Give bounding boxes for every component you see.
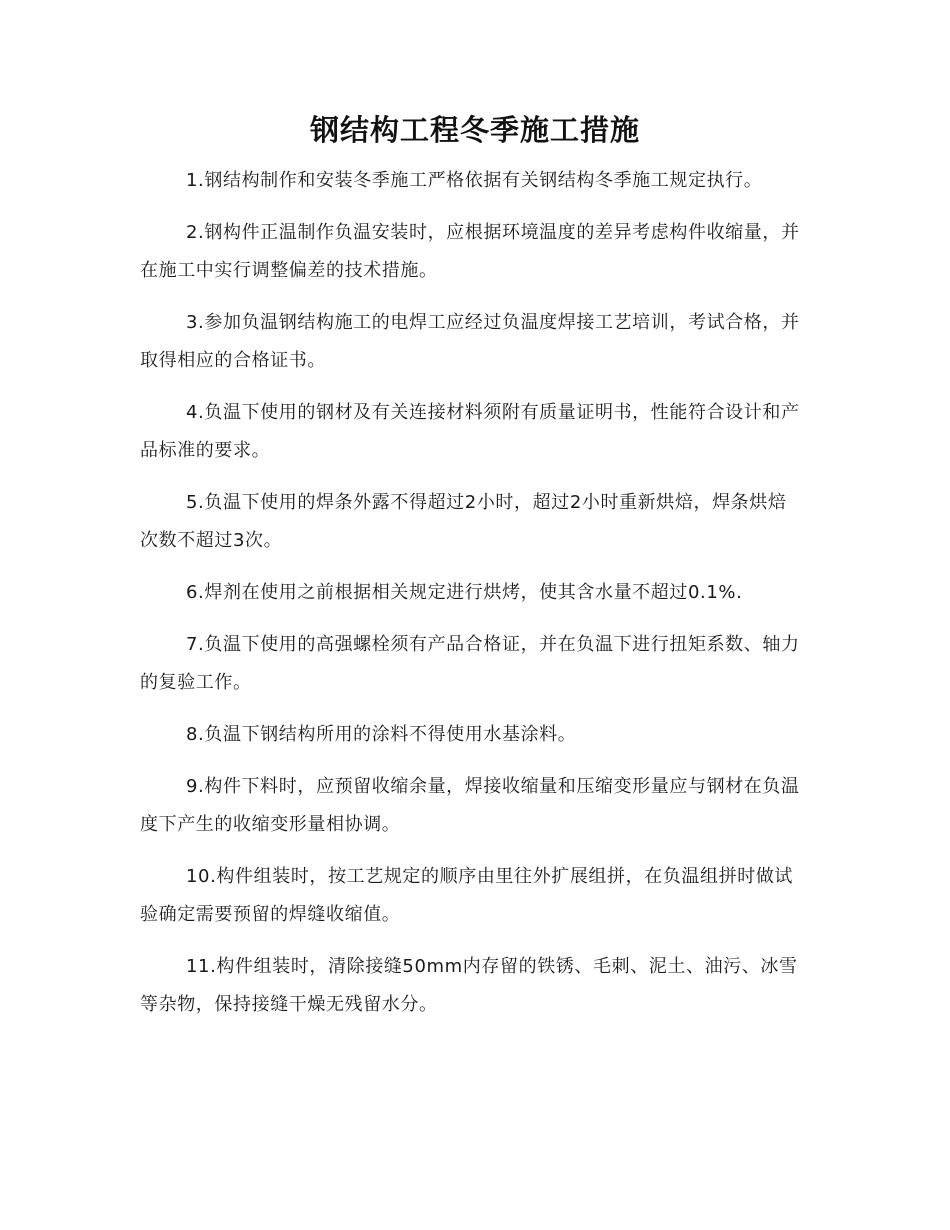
paragraph-11: 11.构件组装时，清除接缝50mm内存留的铁锈、毛刺、泥土、油污、冰雪等杂物，保持接缝干燥无残留水分。 xyxy=(140,956,798,1015)
paragraph-1: 1.钢结构制作和安装冬季施工严格依据有关钢结构冬季施工规定执行。 xyxy=(186,170,763,191)
paragraph-2: 2.钢构件正温制作负温安装时，应根据环境温度的差异考虑构件收缩量，并在施工中实行调整偏差的技术措施。 xyxy=(140,222,800,281)
paragraph-5: 5.负温下使用的焊条外露不得超过2小时，超过2小时重新烘焙，焊条烘焙次数不超过3次。 xyxy=(140,492,787,551)
paragraph-8: 8.负温下钢结构所用的涂料不得使用水基涂料。 xyxy=(186,724,577,745)
paragraph-10: 10.构件组装时，按工艺规定的顺序由里往外扩展组拼，在负温组拼时做试验确定需要预留的焊缝收缩值。 xyxy=(140,866,794,925)
document-title: 钢结构工程冬季施工措施 xyxy=(309,113,640,147)
paragraph-4: 4.负温下使用的钢材及有关连接材料须附有质量证明书，性能符合设计和产品标准的要求。 xyxy=(140,402,800,461)
paragraph-9: 9.构件下料时，应预留收缩余量，焊接收缩量和压缩变形量应与钢材在负温度下产生的收缩变形量相协调。 xyxy=(140,776,800,835)
paragraph-7: 7.负温下使用的高强螺栓须有产品合格证，并在负温下进行扭矩系数、轴力的复验工作。 xyxy=(140,634,800,693)
document-body xyxy=(140,162,800,1038)
paragraph-6: 6.焊剂在使用之前根据相关规定进行烘烤，使其含水量不超过0.1%. xyxy=(186,582,743,603)
paragraph-3: 3.参加负温钢结构施工的电焊工应经过负温度焊接工艺培训，考试合格，并取得相应的合格证书。 xyxy=(140,312,800,371)
